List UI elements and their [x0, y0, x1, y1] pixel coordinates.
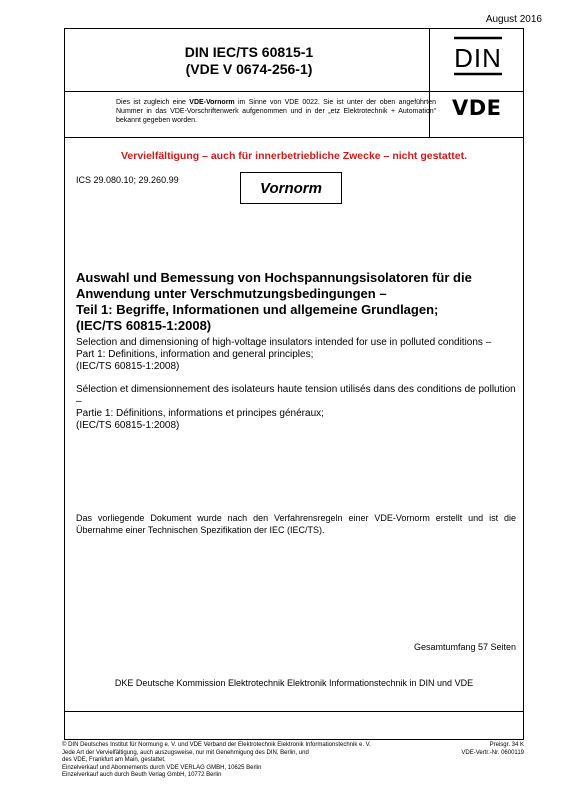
- document-type-badge: Vornorm: [240, 172, 342, 204]
- total-pages: Gesamtumfang 57 Seiten: [413, 642, 516, 652]
- title-french: Sélection et dimensionnement des isolateurs haute tension utilisés dans des conditions de pollution – Partie 1: Définitions, informations et principes généraux; (IEC/TS 60815-1:2008): [76, 384, 516, 431]
- vde-description-bold: VDE-Vornorm: [189, 99, 235, 106]
- divider: [65, 711, 523, 712]
- vde-logo: VDE: [452, 96, 502, 120]
- din-logo: [452, 36, 504, 76]
- vde-description-prefix: Dies ist zugleich eine: [116, 99, 190, 106]
- order-number: VDE-Vertr.-Nr. 0600119: [461, 749, 524, 756]
- din-logo-text: DIN: [454, 43, 502, 73]
- vde-description-rest: im Sinne von VDE 0022. Sie ist unter der oben angeführten Nummer in das VDE-Vorschriftenwerk aufgenommen und in der „etz Elektrotechnik + Automation“ bekannt gegeben worden.: [116, 99, 436, 124]
- copyright-footer: © DIN Deutsches Institut für Normung e. V. und VDE Verband der Elektrotechnik Elektronik Informationstechnik e. V. Jede Art der Vervielfältigung, auch auszugsweise, nur mit Genehmigung des DIN, Berlin, und des VDE, Frankfurt am Main, gestattet. Einzelverkauf und Abonnements durch VDE VERLAG GMBH, 10625 Berlin Einzelverkauf auch durch Beuth Verlag GmbH, 10772 Berlin: [62, 742, 371, 779]
- title-german: Auswahl und Bemessung von Hochspannungsisolatoren für die Anwendung unter Verschmutzungsbedingungen – Teil 1: Begriffe, Informationen und allgemeine Grundlagen; (IEC/TS 60815-1:2008): [76, 270, 472, 333]
- title-english: Selection and dimensioning of high-voltage insulators intended for use in polluted conditions – Part 1: Definitions, information and general principles; (IEC/TS 60815-1:2008): [76, 337, 492, 372]
- price-info: [430, 742, 524, 757]
- document-note: Das vorliegende Dokument wurde nach den Verfahrensregeln einer VDE-Vornorm erstellt und ist die Übernahme einer Technischen Spezifikation der IEC (IEC/TS).: [76, 513, 516, 535]
- vde-description: [116, 98, 436, 125]
- standard-number: DIN IEC/TS 60815-1 (VDE V 0674-256-1): [184, 44, 314, 77]
- reproduction-warning: Vervielfältigung – auch für innerbetriebliche Zwecke – nicht gestattet.: [120, 150, 467, 162]
- divider: [65, 137, 523, 138]
- divider: [65, 91, 523, 92]
- publication-date: August 2016: [485, 14, 542, 25]
- ics-code: ICS 29.080.10; 29.260.99: [76, 175, 179, 185]
- committee-name: DKE Deutsche Kommission Elektrotechnik Elektronik Informationstechnik in DIN und VDE: [114, 678, 474, 688]
- price-group: Preisgr. 34 K: [489, 742, 524, 748]
